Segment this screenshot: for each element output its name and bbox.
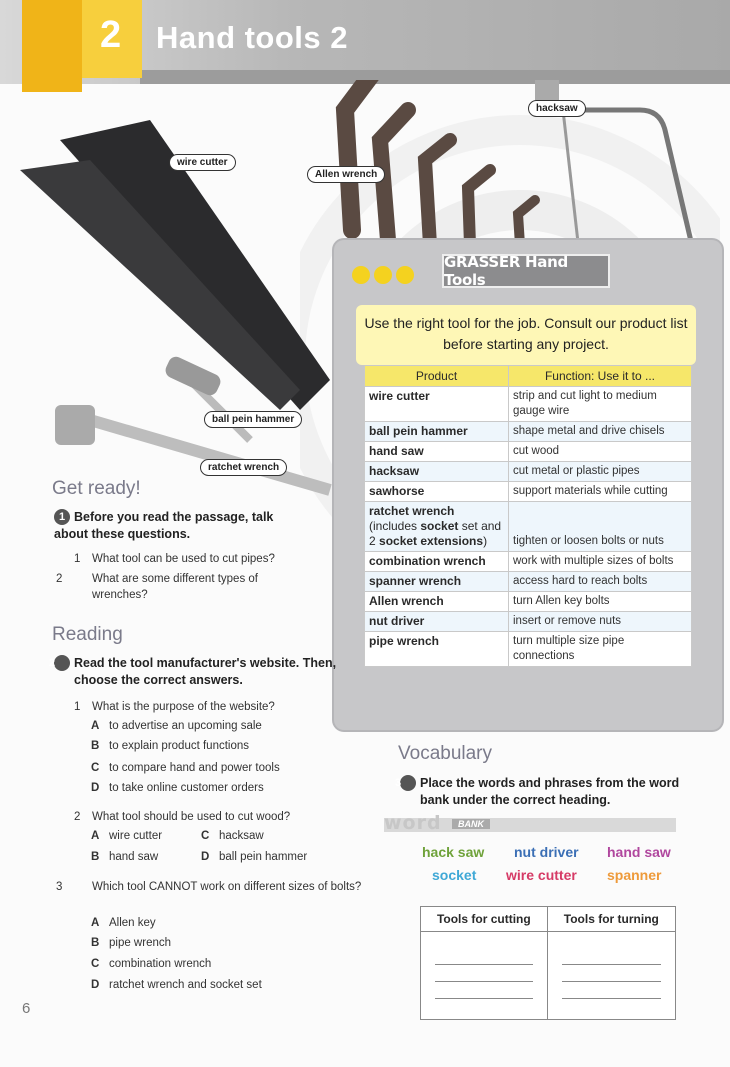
product-cell: spanner wrench [365,572,509,592]
function-cell: turn Allen key bolts [509,592,692,612]
table-row [365,482,692,502]
option-letter: B [91,740,100,752]
answer-line[interactable] [435,967,533,982]
option-text: to advertise an upcoming sale [109,720,262,732]
option-letter: C [91,762,100,774]
option-text: Allen key [109,917,156,929]
answer-option[interactable] [91,762,280,774]
word-bank-item[interactable]: socket [432,867,477,883]
question-number: 2 [56,573,63,585]
function-cell: cut metal or plastic pipes [509,462,692,482]
word-bank-item[interactable]: hack saw [422,844,485,860]
unit-title: Hand tools 2 [156,20,349,55]
answer-option[interactable] [91,917,156,929]
label-hacksaw: hacksaw [528,100,586,117]
question [74,551,314,567]
website-intro: Use the right tool for the job. Consult our product list before starting any project. [356,305,696,365]
window-dot [374,266,392,284]
option-letter: D [91,979,100,991]
product-cell: nut driver [365,612,509,632]
question-number: 3 [56,881,63,893]
question-text: Which tool CANNOT work on different sizes of bolts? [92,881,362,893]
function-cell: access hard to reach bolts [509,572,692,592]
product-cell: sawhorse [365,482,509,502]
allen-wrench-illustration [345,80,535,245]
word-bank-item[interactable]: hand saw [607,844,671,860]
product-note: set and 2 [369,519,502,548]
product-note: (includes [369,519,421,533]
option-letter: A [91,917,100,929]
get-ready-task [54,509,294,543]
question-number: 1 [74,553,81,565]
turning-answer-area[interactable] [547,932,675,1020]
question-text: What are some different types of wrenches? [92,573,258,601]
question-text: What is the purpose of the website? [92,701,275,713]
product-table [364,365,692,667]
question [56,879,364,895]
answer-line[interactable] [562,984,661,999]
option-letter: A [91,720,100,732]
word-bank-item[interactable]: nut driver [514,844,579,860]
reading-task [48,655,344,689]
table-row [365,632,692,667]
word-bank-item[interactable]: spanner [607,867,662,883]
table-row [365,502,692,552]
product-cell: hand saw [365,442,509,462]
label-ball-pein-hammer: ball pein hammer [204,411,302,428]
question-text: What tool can be used to cut pipes? [92,553,275,565]
question-number: 2 [74,811,81,823]
task-text: Before you read the passage, talk about these questions. [54,510,274,541]
get-ready-heading: Get ready! [52,478,141,499]
sorting-table [420,906,676,1020]
table-row [365,422,692,442]
word-bank-tag: BANK [452,819,490,829]
task-number-badge: 1 [54,509,70,525]
question-text: What tool should be used to cut wood? [92,811,291,823]
function-cell: strip and cut light to medium gauge wire [509,387,692,422]
window-dots [352,266,414,284]
word-bank-logo: word [384,812,442,834]
label-allen-wrench: Allen wrench [307,166,385,183]
question [74,699,275,715]
answer-option[interactable] [201,851,307,863]
task-number-badge: 3 [400,775,416,791]
function-cell: insert or remove nuts [509,612,692,632]
product-cell: combination wrench [365,552,509,572]
option-letter: B [91,937,100,949]
answer-line[interactable] [435,950,533,965]
answer-line[interactable] [562,950,661,965]
answer-option[interactable] [91,979,262,991]
answer-option[interactable] [201,830,264,842]
table-row [365,612,692,632]
option-text: combination wrench [109,958,212,970]
option-letter: A [91,830,100,842]
option-letter: C [91,958,100,970]
product-name: ratchet wrench [369,504,455,518]
header-accent [22,0,82,92]
answer-option[interactable] [91,720,262,732]
task-text: Read the tool manufacturer's website. Then, choose the correct answers. [74,656,337,687]
answer-option[interactable] [91,830,162,842]
answer-option[interactable] [91,958,211,970]
function-cell: turn multiple size pipe connections [509,632,692,667]
option-letter: B [91,851,100,863]
option-text: pipe wrench [109,937,172,949]
option-text: ball pein hammer [219,851,308,863]
function-cell: shape metal and drive chisels [509,422,692,442]
option-letter: D [201,851,210,863]
answer-option[interactable] [91,937,171,949]
table-row [365,462,692,482]
reading-heading: Reading [52,624,123,645]
cutting-answer-area[interactable] [421,932,548,1020]
table-row [365,592,692,612]
word-bank-item[interactable]: wire cutter [506,867,577,883]
table-row [365,387,692,422]
option-text: hacksaw [219,830,264,842]
product-cell [365,502,509,552]
label-ratchet-wrench: ratchet wrench [200,459,287,476]
table-row [365,442,692,462]
answer-option[interactable] [91,740,249,752]
function-cell: support materials while cutting [509,482,692,502]
product-cell: Allen wrench [365,592,509,612]
page-number: 6 [22,1000,31,1017]
question-number: 1 [74,701,81,713]
turning-column-header: Tools for turning [547,907,675,932]
task-number-badge: 2 [54,655,70,671]
product-note-bold: socket [420,519,459,533]
option-text: ratchet wrench and socket set [109,979,262,991]
answer-line[interactable] [435,984,533,999]
function-cell: cut wood [509,442,692,462]
function-cell: work with multiple sizes of bolts [509,552,692,572]
product-note-bold: socket extensions [379,534,484,548]
window-dot [396,266,414,284]
table-row [365,552,692,572]
option-letter: C [201,830,210,842]
task-text: Place the words and phrases from the word bank under the correct heading. [420,776,680,807]
answer-option[interactable] [91,851,158,863]
option-text: hand saw [109,851,159,863]
product-cell: pipe wrench [365,632,509,667]
product-column-header: Product [365,366,509,387]
answer-option[interactable] [91,782,264,794]
product-cell: ball pein hammer [365,422,509,442]
table-row [365,572,692,592]
cutting-column-header: Tools for cutting [421,907,548,932]
brand-logo: GRASSER Hand Tools [442,254,610,288]
function-cell: tighten or loosen bolts or nuts [509,502,692,552]
product-cell: wire cutter [365,387,509,422]
label-wire-cutter: wire cutter [169,154,236,171]
question [56,571,294,603]
product-cell: hacksaw [365,462,509,482]
option-text: to compare hand and power tools [109,762,280,774]
option-letter: D [91,782,100,794]
option-text: wire cutter [109,830,163,842]
option-text: to take online customer orders [109,782,264,794]
product-note: ) [483,534,488,548]
window-dot [352,266,370,284]
function-column-header: Function: Use it to ... [509,366,692,387]
answer-line[interactable] [562,967,661,982]
option-text: to explain product functions [109,740,250,752]
vocabulary-task [394,775,690,809]
question [74,809,290,825]
unit-number: 2 [100,14,122,56]
vocabulary-heading: Vocabulary [398,743,493,764]
